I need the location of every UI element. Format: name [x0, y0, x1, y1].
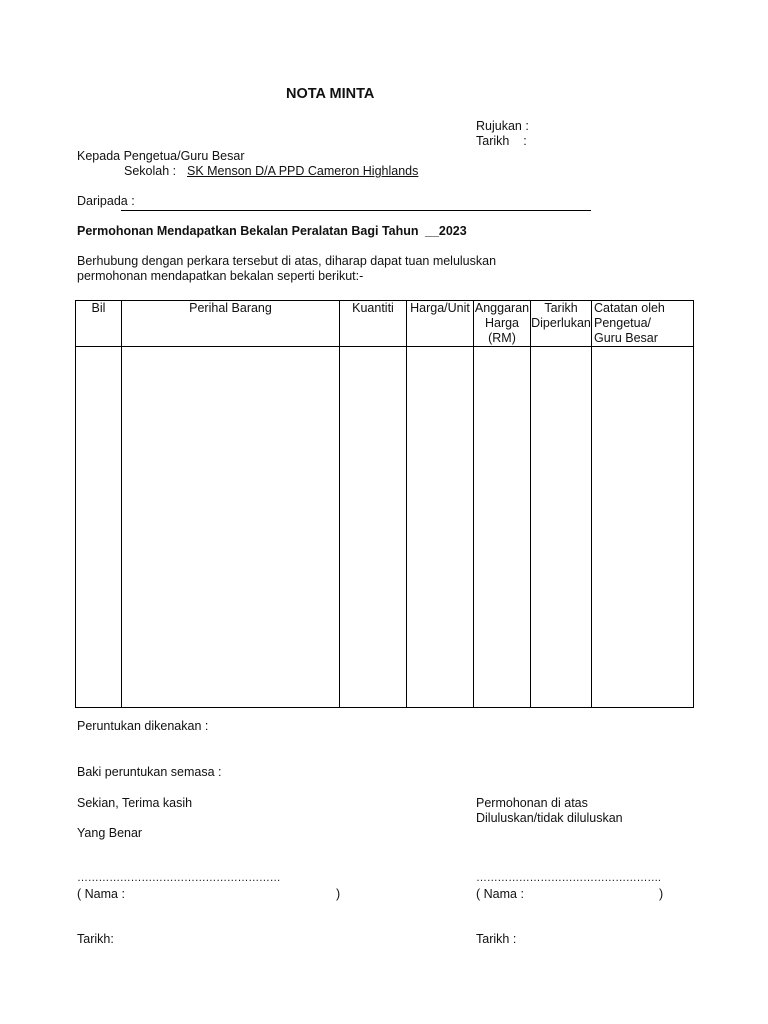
- header-harga-unit: Harga/Unit: [407, 301, 474, 347]
- yang-benar-text: Yang Benar: [77, 826, 143, 840]
- sekolah-label: Sekolah :: [124, 164, 177, 178]
- items-table: [75, 300, 694, 708]
- cell-bil[interactable]: [76, 347, 122, 708]
- tarikh-ref-label: Tarikh :: [476, 134, 527, 148]
- daripada-label: Daripada :: [77, 194, 135, 208]
- baki-label: Baki peruntukan semasa :: [77, 765, 222, 779]
- header-anggaran-harga: Anggaran Harga (RM): [474, 301, 530, 345]
- nama-left-open: ( Nama :: [77, 887, 125, 901]
- page-title: NOTA MINTA: [286, 86, 375, 102]
- sekolah-value: SK Menson D/A PPD Cameron Highlands: [187, 164, 419, 178]
- header-kuantiti: Kuantiti: [340, 301, 407, 347]
- header-bil: Bil: [76, 301, 122, 347]
- table-header-row: [76, 301, 694, 347]
- signature-dots-right: …………………………………………….: [476, 872, 661, 884]
- signature-dots-left: …………………………………………………: [77, 872, 281, 884]
- header-catatan: Catatan oleh Pengetua/ Guru Besar: [592, 301, 694, 347]
- intro-line-2: permohonan mendapatkan bekalan seperti berikut:-: [77, 269, 364, 283]
- subject-year: __2023: [425, 224, 467, 238]
- nama-right-open: ( Nama :: [476, 887, 524, 901]
- kepada-text: Kepada Pengetua/Guru Besar: [77, 149, 245, 163]
- intro-line-1: Berhubung dengan perkara tersebut di atas, diharap dapat tuan meluluskan: [77, 254, 497, 268]
- daripada-fill-line: [121, 210, 591, 211]
- table-body-row: [76, 347, 694, 708]
- cell-perihal-barang[interactable]: [122, 347, 340, 708]
- tarikh-left-label: Tarikh:: [77, 932, 114, 946]
- sekian-text: Sekian, Terima kasih: [77, 796, 193, 810]
- diluluskan-text: Diluluskan/tidak diluluskan: [476, 811, 623, 825]
- subject-text: Permohonan Mendapatkan Bekalan Peralatan Bagi Tahun: [77, 224, 419, 238]
- tarikh-right-label: Tarikh :: [476, 932, 517, 946]
- cell-tarikh-diperlukan[interactable]: [531, 347, 592, 708]
- cell-kuantiti[interactable]: [340, 347, 407, 708]
- cell-anggaran-harga[interactable]: [474, 347, 531, 708]
- header-tarikh-diperlukan: Tarikh Diperlukan: [531, 301, 592, 347]
- rujukan-label: Rujukan :: [476, 119, 529, 133]
- nama-left-close: ): [336, 887, 341, 901]
- cell-catatan[interactable]: [592, 347, 694, 708]
- nama-right-close: ): [659, 887, 664, 901]
- peruntukan-label: Peruntukan dikenakan :: [77, 719, 209, 733]
- permohonan-text: Permohonan di atas: [476, 796, 588, 810]
- cell-harga-unit[interactable]: [407, 347, 474, 708]
- header-perihal-barang: Perihal Barang: [122, 301, 340, 347]
